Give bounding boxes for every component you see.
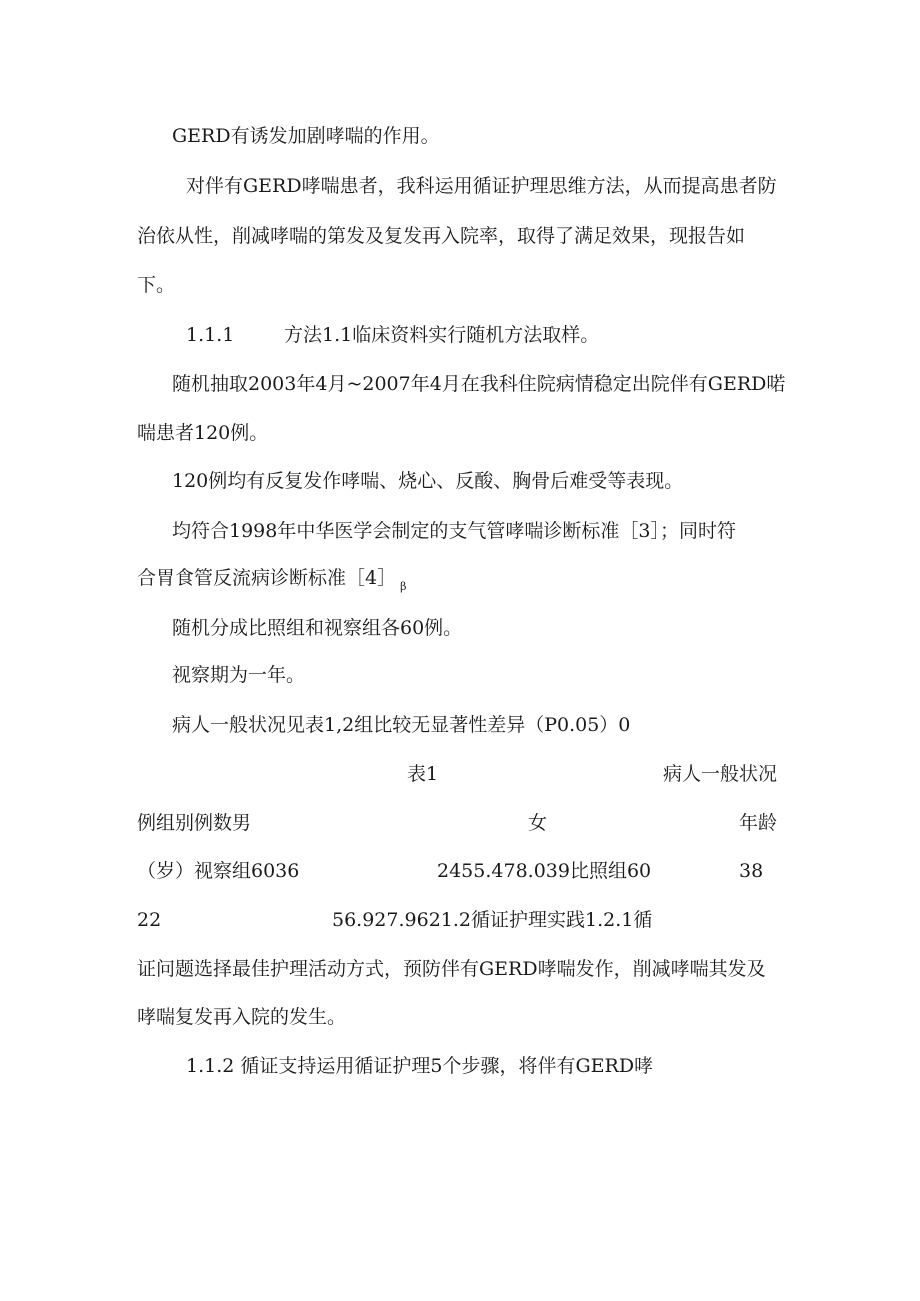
table-cell: 2455.478.039比照组60 bbox=[437, 860, 652, 882]
text-line: 56.927.9621.2循证护理实践1.2.1循 bbox=[332, 909, 653, 931]
text-line: 合胃食管反流病诊断标准［4］ $_\beta$ bbox=[137, 567, 407, 593]
text-line: 喘患者120例。 bbox=[137, 422, 269, 444]
table-header-cell: 女 bbox=[528, 812, 548, 834]
subscript-mark: β bbox=[400, 580, 407, 593]
text-line: 视察期为一年。 bbox=[172, 664, 306, 686]
text-line: 哮喘复发再入院的发生。 bbox=[137, 1006, 347, 1028]
text-line: 1.1.2 循证支持运用循证护理5个步骤，将伴有GERD哮 bbox=[186, 1055, 654, 1077]
text-line: 120例均有反复发作哮喘、烧心、反酸、胸骨后难受等表现。 bbox=[172, 470, 684, 492]
text-line: 随机抽取2003年4月~2007年4月在我科住院病情稳定出院伴有GERD喏 bbox=[172, 373, 786, 395]
table-title: 病人一般状况 bbox=[663, 763, 778, 785]
text-line: 治依从性，削减哮喘的第发及复发再入院率，取得了满足效果，现报告如 bbox=[137, 225, 746, 247]
table-header-cell: 例组别例数男 bbox=[137, 812, 252, 834]
table-cell: 22 bbox=[137, 909, 162, 931]
text-line: 证问题选择最佳护理活动方式，预防伴有GERD哮喘发作，削减哮喘其发及 bbox=[137, 958, 766, 980]
text-line: 病人一般状况见表1,2组比较无显著性差异（P0.05）0 bbox=[172, 714, 631, 736]
text-line: 对伴有GERD哮喘患者，我科运用循证护理思维方法，从而提高患者防 bbox=[186, 175, 777, 197]
table-cell: 38 bbox=[739, 860, 764, 882]
table-cell: （岁）视察组6036 bbox=[137, 860, 300, 882]
text-line: 方法1.1临床资料实行随机方法取样。 bbox=[284, 324, 600, 346]
table-caption: 表1 bbox=[407, 763, 439, 785]
text-line: 均符合1998年中华医学会制定的支气管哮喘诊断标准［3］；同时符 bbox=[172, 520, 736, 542]
table-header-cell: 年龄 bbox=[739, 812, 778, 834]
section-number: 1.1.1 bbox=[186, 324, 235, 346]
text-line: 下。 bbox=[137, 274, 176, 296]
text-line: GERD有诱发加剧哮喘的作用。 bbox=[172, 125, 440, 147]
text-line: 随机分成比照组和视察组各60例。 bbox=[172, 617, 463, 639]
